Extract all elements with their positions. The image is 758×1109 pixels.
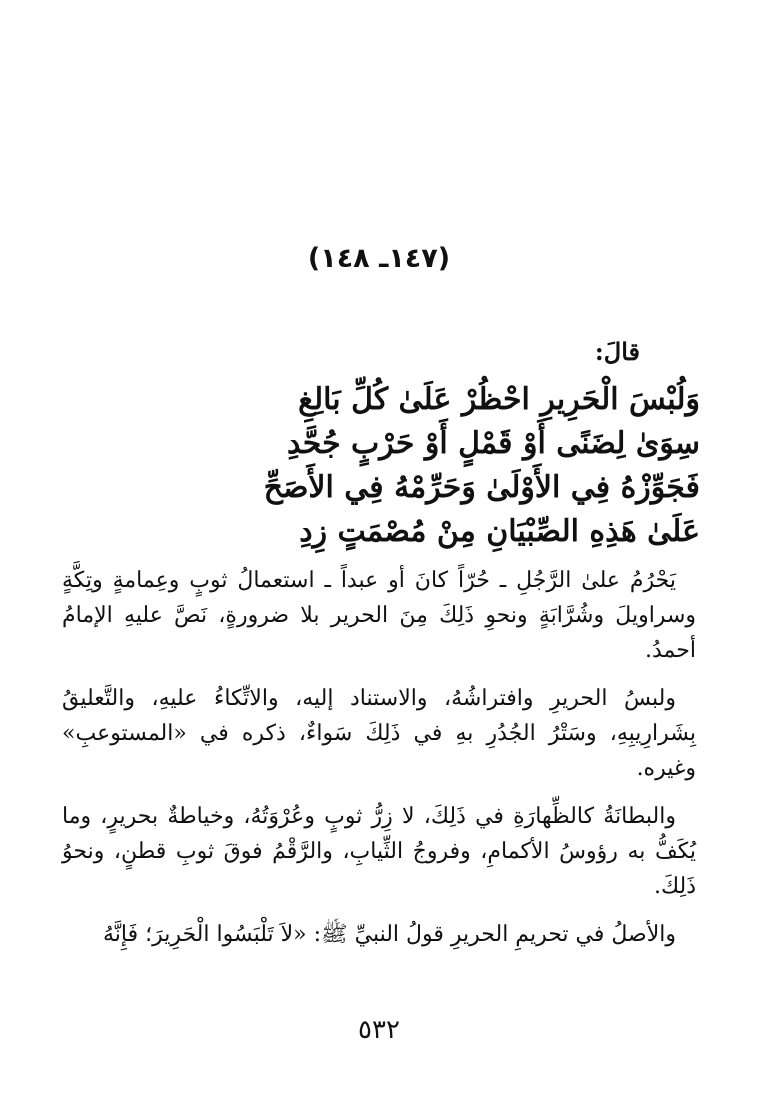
verse-line: سِوَىٰ لِضَنًى أَوْ قَمْلٍ أَوْ حَرْبٍ جُحَّدِ (286, 426, 700, 461)
page-number: ٥٣٢ (358, 1015, 400, 1045)
paragraph: والأصلُ في تحريمِ الحريرِ قولُ النبيِّ ﷺ: «لاَ تَلْبَسُوا الْحَرِيرَ؛ فَإِنَّهُ (102, 922, 676, 947)
commentary-text (62, 563, 696, 965)
paragraph: ولبسُ الحريرِ وافتراشُهُ، والاستناد إليه، والاتِّكاءُ عليهِ، والتَّعليقُ بِشَرارِيبِهِ، وسَتْرُ الجُدُرِ بهِ في ذَلِكَ سَواءٌ، ذكره في «المستوعبِ» وغيره. (62, 686, 696, 781)
paragraph: والبطانَةُ كالظِّهارَةِ في ذَلِكَ، لا زِرُّ ثوبٍ وعُرْوَتُهُ، وخياطةٌ بحريرٍ، وما يُكَفُّ به رؤوسُ الأكمامِ، وفروجُ الثِّيابِ، والرَّقْمُ فوقَ ثوبِ قطنٍ، ونحوُ ذَلِكَ. (62, 804, 696, 899)
qala-label: قالَ: (594, 337, 640, 366)
verse-line: فَجَوِّزْهُ فِي الأَوْلَىٰ وَحَرِّمْهُ فِي الأَصَحِّ (263, 470, 700, 505)
verse-line: وَلُبْسَ الْحَرِيرِ احْظُرْ عَلَىٰ كُلِّ بَالِغِ (298, 382, 700, 417)
section-heading: (١٤٧ـ ١٤٨) (307, 243, 451, 274)
paragraph: يَحْرُمُ علىٰ الرَّجُلِ ـ حُرّاً كانَ أو عبداً ـ استعمالُ ثوبٍ وعِمامةٍ وتِكَّةٍ وسراويلَ وشُرَّابَةٍ ونحوِ ذَلِكَ مِنَ الحرير بلا ضرورةٍ، نَصَّ عليهِ الإمامُ أحمدُ. (62, 568, 696, 663)
poem-verses (60, 378, 700, 554)
verse-line: عَلَىٰ هَذِهِ الصِّبْيَانِ مِنْ مُصْمَتٍ زِدِ (299, 514, 700, 549)
